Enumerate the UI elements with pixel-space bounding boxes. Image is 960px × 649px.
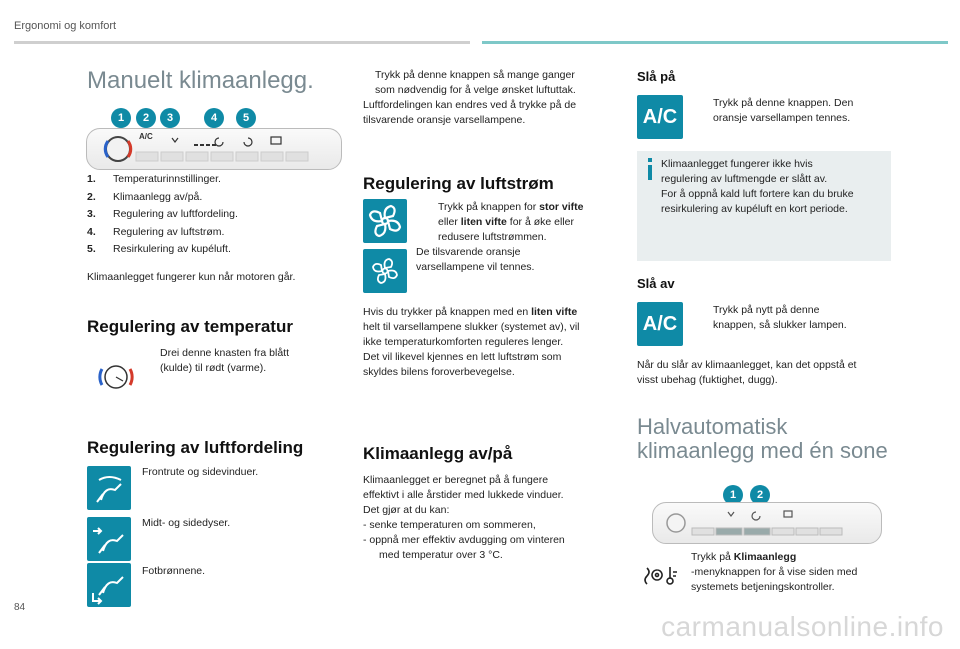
turn-off-heading: Slå av — [637, 276, 675, 291]
large-fan-icon — [363, 199, 407, 243]
info-box — [637, 151, 891, 261]
turn-on-heading: Slå på — [637, 69, 676, 84]
dist-text-2: Midt- og sidedyser. — [142, 517, 231, 529]
temp-text: Drei denne knasten fra blått (kulde) til rødt (varme). — [160, 347, 289, 374]
windscreen-icon — [87, 466, 131, 510]
turn-on-text: Trykk på denne knappen. Den oransje varsellampen tennes. — [713, 97, 854, 124]
face-vent-icon — [87, 517, 131, 561]
header-rule-right — [482, 41, 948, 44]
control-panel-illustration — [86, 106, 342, 172]
semi-callout-1: 1 — [723, 485, 743, 505]
turn-off-text: Trykk på nytt på denne knappen, så slukker lampen. — [713, 304, 847, 331]
airflow-heading: Regulering av luftstrøm — [363, 174, 554, 193]
dist-text-1: Frontrute og sidevinduer. — [142, 466, 259, 478]
panel-drawing — [86, 128, 342, 172]
page-number: 84 — [14, 602, 26, 613]
callout-4: 4 — [204, 108, 224, 128]
list-item: 2. Klimaanlegg av/på. — [87, 190, 203, 203]
list-item: 4. Regulering av luftstrøm. — [87, 225, 225, 238]
airflow-paragraph: Hvis du trykker på knappen med en liten vifte helt til varsellampene slukker (systemet av), vil ikke temperaturkomforten reguleres lenger. Det vil likevel kjennes en lett luftstrøm som skyldes bilens foroverbevegelse. — [363, 306, 580, 378]
callout-3: 3 — [160, 108, 180, 128]
page-title: Manuelt klimaanlegg. — [87, 67, 314, 94]
distribution-intro: Trykk på denne knappen så mange ganger som nødvendig for å velge ønsket luftuttak. Luftfordelingen kan endres ved å trykke på de tilsvarende oransje varsellampene. — [363, 69, 577, 126]
watermark: carmanualsonline.info — [661, 611, 944, 642]
ac-button-icon: A/C — [637, 95, 683, 139]
semi-auto-title: Halvautomatisk klimaanlegg med én sone — [637, 414, 888, 463]
temp-heading: Regulering av temperatur — [87, 317, 293, 336]
ac-button-off-icon: A/C — [637, 302, 683, 346]
callout-5: 5 — [236, 108, 256, 128]
header-rule-left — [14, 41, 470, 44]
ac-onoff-text: Klimaanlegget er beregnet på å fungere effektivt i alle årstider med lukkede vinduer. Det gjør at du kan: - senke temperaturen om sommeren, - oppnå mer effektiv avdugging om vinteren med temperatur over 3 °C. — [363, 474, 565, 561]
info-text: Klimaanlegget fungerer ikke hvis regulering av luftmengde er slått av. For å oppnå kald luft fortere kan du bruke resirkulering av kupéluft en kort periode. — [661, 158, 854, 215]
list-item: 5. Resirkulering av kupéluft. — [87, 243, 231, 255]
temperature-knob-icon — [88, 363, 138, 393]
small-fan-icon — [363, 249, 407, 293]
info-icon — [645, 158, 655, 180]
footwell-icon — [87, 563, 131, 607]
controls-list — [87, 171, 337, 259]
section-title: Ergonomi og komfort — [14, 20, 117, 32]
semi-auto-panel-illustration — [652, 484, 882, 548]
callout-2: 2 — [136, 108, 156, 128]
distribution-heading: Regulering av luftfordeling — [87, 438, 304, 457]
engine-note: Klimaanlegget fungerer kun når motoren går. — [87, 271, 296, 283]
ac-onoff-heading: Klimaanlegg av/på — [363, 444, 513, 463]
callout-1: 1 — [111, 108, 131, 128]
list-item: 1. Temperaturinnstillinger. — [87, 173, 221, 185]
list-item: 3. Regulering av luftfordeling. — [87, 208, 238, 220]
dist-text-3: Fotbrønnene. — [142, 565, 206, 577]
turn-off-paragraph: Når du slår av klimaanlegget, kan det oppstå et visst ubehag (fuktighet, dugg). — [637, 359, 857, 386]
panel-ac-label: A/C — [139, 132, 153, 141]
climate-menu-icon — [643, 564, 683, 586]
semi-callout-2: 2 — [750, 485, 770, 505]
airflow-text: Trykk på knappen for stor vifte eller liten vifte for å øke eller redusere luftstrømmen. De tilsvarende oransje varsellampene vil tennes. — [416, 201, 584, 273]
semi-auto-text: Trykk på Klimaanlegg -menyknappen for å vise siden med systemets betjeningskontroller. — [691, 551, 858, 593]
